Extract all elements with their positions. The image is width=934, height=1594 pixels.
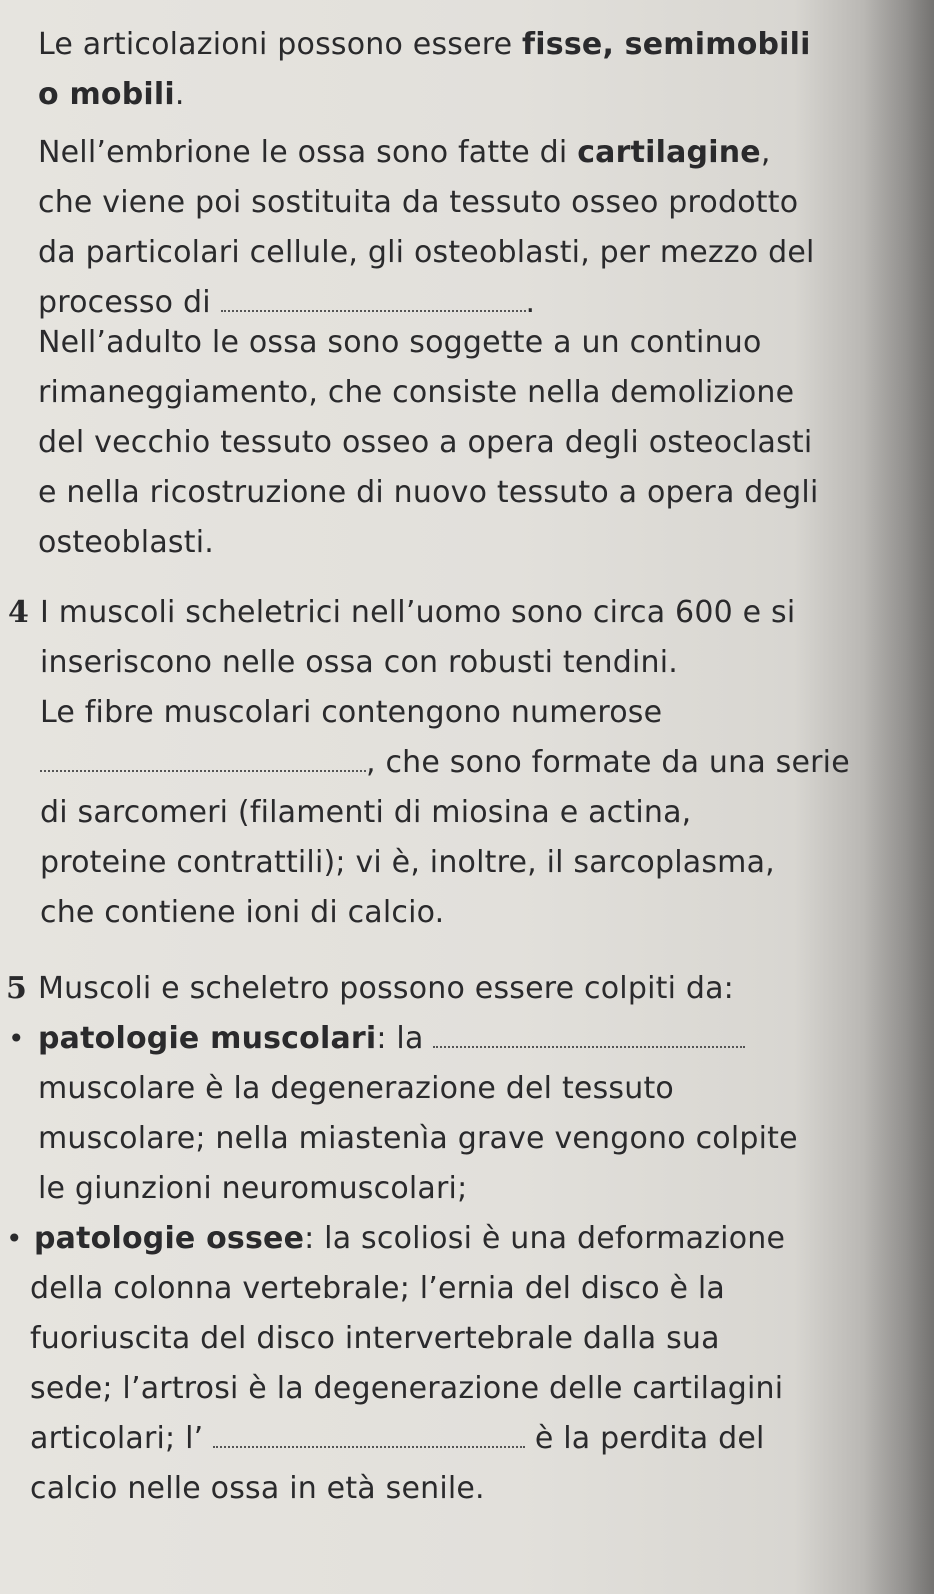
text-line: proteine contrattili); vi è, inoltre, il sarcoplasma, [40, 845, 775, 880]
text-line: le giunzioni neuromuscolari; [38, 1171, 468, 1206]
text-line: del vecchio tessuto osseo a opera degli osteoclasti [38, 425, 813, 460]
text-line: della colonna vertebrale; l’ernia del disco è la [30, 1271, 726, 1306]
text-line: • patologie muscolari: la [38, 1014, 908, 1064]
text-line: che viene poi sostituita da tessuto osseo prodotto [38, 185, 799, 220]
section-number: 4 [8, 595, 30, 630]
fill-in-blank[interactable] [433, 1024, 745, 1048]
bold-term: patologie ossee [34, 1221, 305, 1256]
paragraph-embrione [38, 128, 908, 328]
text-line: Nell’embrione le ossa sono fatte di cartilagine, [38, 135, 771, 170]
text-line: o mobili. [38, 77, 185, 112]
section-number: 5 [6, 971, 28, 1006]
section-5-patologie [6, 964, 908, 1014]
bullet-icon: • [6, 1222, 23, 1255]
section-4-muscoli [8, 588, 910, 938]
text-line: processo di . [38, 285, 536, 320]
text-line: che contiene ioni di calcio. [40, 895, 445, 930]
bullet-patologie-muscolari [8, 1014, 908, 1214]
text-line: da particolari cellule, gli osteoblasti, per mezzo del [38, 235, 815, 270]
text-line: 4 I muscoli scheletrici nell’uomo sono circa 600 e si [40, 588, 910, 638]
text-line: muscolare è la degenerazione del tessuto [38, 1071, 674, 1106]
bold-term: patologie muscolari [38, 1021, 377, 1056]
text-line: Le articolazioni possono essere fisse, semimobili [38, 27, 811, 62]
text-line: di sarcomeri (filamenti di miosina e actina, [40, 795, 692, 830]
fill-in-blank[interactable] [40, 748, 366, 772]
bold-term: fisse, semimobili [522, 27, 811, 62]
text-line: Le fibre muscolari contengono numerose [40, 695, 663, 730]
bold-term: cartilagine [577, 135, 761, 170]
fill-in-blank[interactable] [221, 288, 526, 312]
text-line: Nell’adulto le ossa sono soggette a un continuo [38, 325, 762, 360]
text-line: , che sono formate da una serie [40, 738, 910, 788]
text-line: calcio nelle ossa in età senile. [30, 1471, 485, 1506]
fill-in-blank[interactable] [213, 1424, 525, 1448]
text-line: e nella ricostruzione di nuovo tessuto a opera degli [38, 475, 819, 510]
paragraph-adulto [38, 318, 908, 568]
text-line: • patologie ossee: la scoliosi è una deformazione [30, 1214, 900, 1264]
text-line: fuoriuscita del disco intervertebrale dalla sua [30, 1321, 720, 1356]
text-line: osteoblasti. [38, 525, 214, 560]
bold-term: o mobili [38, 77, 175, 112]
bullet-patologie-ossee [6, 1214, 900, 1514]
text-line: rimaneggiamento, che consiste nella demolizione [38, 375, 795, 410]
bullet-icon: • [8, 1022, 25, 1055]
text-line: articolari; l’ è la perdita del [30, 1421, 765, 1456]
text-line: muscolare; nella miastenìa grave vengono colpite [38, 1121, 798, 1156]
page-edge-shadow [864, 0, 934, 1594]
text-line: sede; l’artrosi è la degenerazione delle cartilagini [30, 1371, 784, 1406]
paragraph-articolazioni [38, 20, 908, 120]
text-line: 5 Muscoli e scheletro possono essere colpiti da: [38, 964, 908, 1014]
text-line: inseriscono nelle ossa con robusti tendini. [40, 645, 678, 680]
